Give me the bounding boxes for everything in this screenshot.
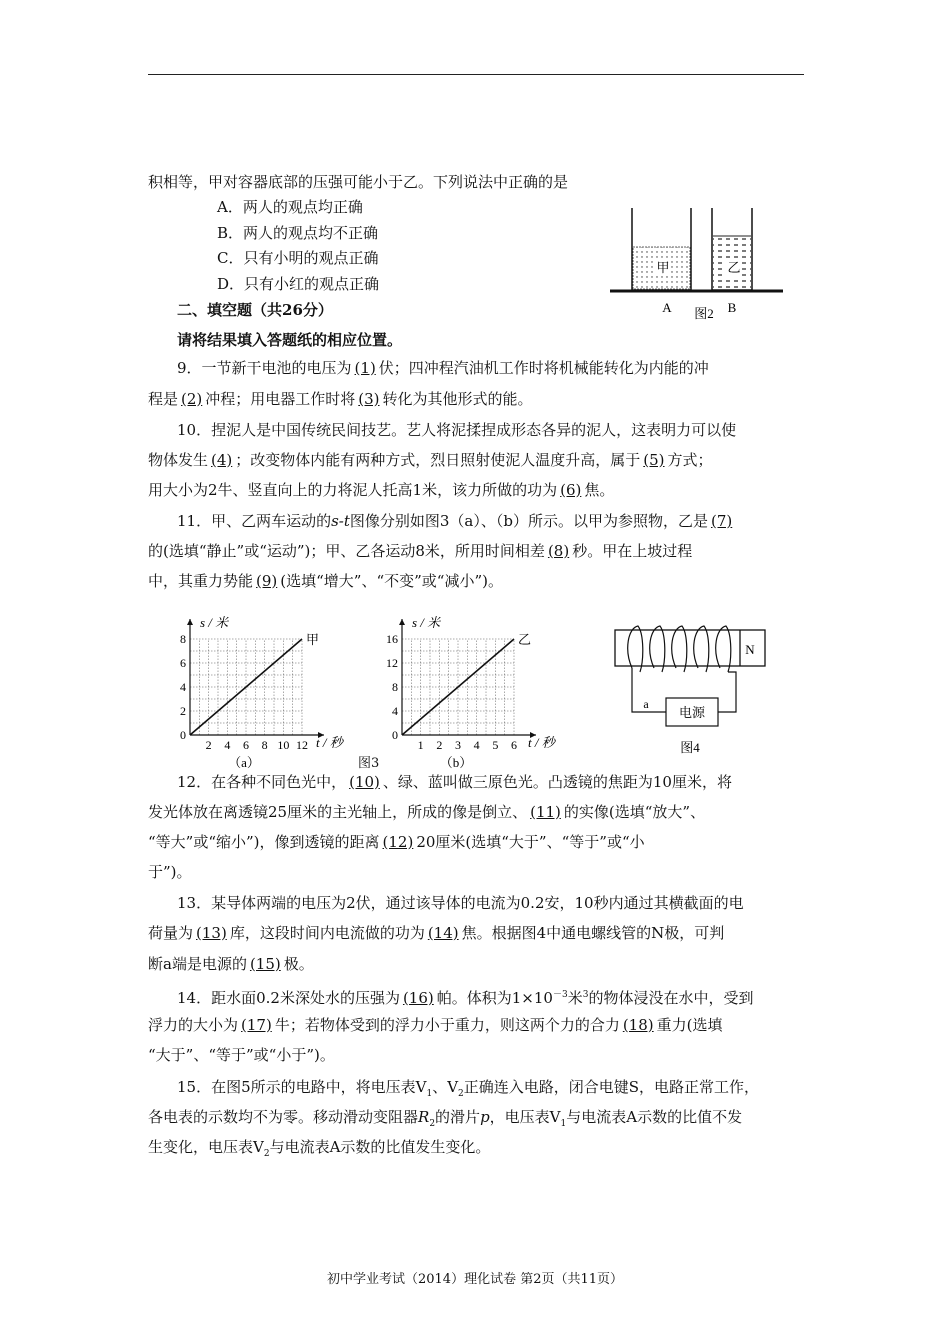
q8-option-d: D．只有小红的观点正确 <box>217 275 380 293</box>
chart-subtitle: （b） <box>439 755 473 770</box>
x-tick-label: 1 <box>417 738 424 752</box>
q14-line2: 浮力的大小为 (17) 牛；若物体受到的浮力小于重力，则这两个力的合力 (18) 重力(选填 <box>148 1016 723 1034</box>
blank-4: (4) <box>211 451 233 469</box>
series-label: 甲 <box>306 632 320 647</box>
blank-9: (9) <box>256 572 278 590</box>
q12-line1: 12．在各种不同色光中， (10) 、绿、蓝叫做三原色光。凸透镜的焦距为10厘米，将 <box>177 773 732 791</box>
q8-text: 积相等，甲对容器底部的压强可能小于乙。下列说法中正确的是 <box>148 173 569 191</box>
y-tick-label: 4 <box>180 680 186 694</box>
blank-10: (10) <box>349 773 380 791</box>
y-tick-label: 0 <box>392 728 398 742</box>
x-tick-label: 2 <box>436 738 443 752</box>
q11-line2: 的(选填“静止”或“运动”)；甲、乙各运动8米，所用时间相差 (8) 秒。甲在上坡过程 <box>148 542 693 560</box>
q12-line2: 发光体放在离透镜25厘米的主光轴上，所成的像是倒立、 (11) 的实像(选填“放大”、 <box>148 803 706 821</box>
x-tick-label: 4 <box>473 738 480 752</box>
y-tick-label: 12 <box>386 656 398 670</box>
blank-1: (1) <box>354 359 376 377</box>
q12-line4: 于”)。 <box>148 863 192 881</box>
q10-line3: 用大小为2牛、竖直向上的力将泥人托高1米，该力所做的功为 (6) 焦。 <box>148 481 615 499</box>
q13-line2: 荷量为 (13) 库，这段时间内电流做的功为 (14) 焦。根据图4中通电螺线管的N极，可判 <box>148 924 725 942</box>
y-axis-arrow <box>187 619 193 625</box>
blank-12: (12) <box>382 833 414 851</box>
fig3-caption: 图3 <box>358 756 380 771</box>
section-instruction: 请将结果填入答题纸的相应位置。 <box>177 331 403 349</box>
blank-5: (5) <box>643 451 665 469</box>
figure-3a <box>168 608 368 774</box>
wire-left <box>632 668 666 712</box>
q9-line2: 程是 (2) 冲程；用电器工作时将 (3) 转化为其他形式的能。 <box>148 390 533 408</box>
q15-line3: 生变化，电压表$V_2$与电流表A示数的比值发生变化。 <box>148 1138 491 1159</box>
wire-right <box>718 672 736 712</box>
blank-11: (11) <box>530 803 561 821</box>
y-axis-arrow <box>399 619 405 625</box>
fig4-caption: 图4 <box>680 740 700 755</box>
header-rule <box>148 74 804 75</box>
q8-option-a: A．两人的观点均正确 <box>217 198 363 216</box>
y-tick-label: 0 <box>180 728 186 742</box>
label-jia: 甲 <box>656 260 670 275</box>
section-title: 二、填空题（共26分） <box>177 301 333 319</box>
page-footer: 初中学业考试（2014）理化试卷 第2页（共11页） <box>326 1272 624 1287</box>
y-tick-label: 8 <box>392 680 398 694</box>
x-tick-label: 10 <box>277 738 290 752</box>
q10-line1: 10．捏泥人是中国传统民间技艺。艺人将泥揉捏成形态各异的泥人，这表明力可以使 <box>177 421 737 439</box>
y-tick-label: 16 <box>386 632 398 646</box>
y-tick-label: 4 <box>392 704 398 718</box>
blank-8: (8) <box>547 542 570 560</box>
power-source-label: 电源 <box>678 705 706 720</box>
q8-option-b: B．两人的观点均不正确 <box>217 224 379 242</box>
x-axis-label: t / 秒 <box>528 735 555 750</box>
blank-14: (14) <box>427 924 459 942</box>
x-tick-label: 8 <box>261 738 268 752</box>
q11-line1: 11．甲、乙两车运动的s-t图像分别如图3（a）、（b）所示。以甲为参照物，乙是 (7) <box>177 510 735 532</box>
blank-7: (7) <box>710 512 733 530</box>
q11-line3: 中，其重力势能 (9) (选填“增大”、“不变”或“减小”)。 <box>148 572 503 590</box>
figure-2 <box>605 200 795 334</box>
x-axis-label: t / 秒 <box>316 735 343 750</box>
x-tick-label: 6 <box>511 738 517 752</box>
q15-line2: 各电表的示数均不为零。移动滑动变阻器$R_2$的滑片p，电压表$V_1$与电流表A示数的比值不发 <box>148 1108 743 1129</box>
blank-3: (3) <box>358 390 380 408</box>
series-label: 乙 <box>518 632 532 647</box>
blank-2: (2) <box>181 390 203 408</box>
a-terminal-label: a <box>643 697 649 711</box>
coil-windings <box>628 626 731 672</box>
y-axis-label: s / 米 <box>412 615 441 630</box>
q12-line3: “等大”或“缩小”)，像到透镜的距离 (12) 20厘米(选填“大于”、“等于”或“小 <box>148 833 645 851</box>
q9-line1: 9．一节新干电池的电压为 (1) 伏；四冲程汽油机工作时将机械能转化为内能的冲 <box>177 359 709 377</box>
q13-line1: 13．某导体两端的电压为2伏，通过该导体的电流为0.2安，10秒内通过其横截面的电 <box>177 894 744 912</box>
label-yi: 乙 <box>727 260 741 275</box>
q10-line2: 物体发生 (4) ；改变物体内能有两种方式，烈日照射使泥人温度升高，属于 (5) 方式； <box>148 451 713 469</box>
figure-3b <box>380 608 580 774</box>
x-tick-label: 3 <box>455 738 461 752</box>
solenoid-core <box>615 630 765 666</box>
blank-16: (16) <box>402 989 434 1007</box>
x-tick-label: 5 <box>492 738 499 752</box>
q15-line1: 15．在图5所示的电路中，将电压表$V_1$、$V_2$正确连入电路，闭合电键S，电路正常工作， <box>177 1078 760 1099</box>
q8-option-c: C．只有小明的观点正确 <box>217 249 379 267</box>
label-a: A <box>662 300 672 315</box>
blank-15: (15) <box>249 955 281 973</box>
x-tick-label: 6 <box>243 738 249 752</box>
blank-17: (17) <box>241 1016 272 1034</box>
n-pole-label: N <box>745 642 755 657</box>
blank-18: (18) <box>622 1016 654 1034</box>
figure-4 <box>610 620 770 769</box>
y-tick-label: 2 <box>180 704 186 718</box>
blank-6: (6) <box>560 481 582 499</box>
y-tick-label: 8 <box>180 632 186 646</box>
x-tick-label: 4 <box>224 738 231 752</box>
chart-subtitle: （a） <box>228 755 260 770</box>
q13-line3: 断a端是电源的 (15) 极。 <box>148 955 314 973</box>
y-tick-label: 6 <box>180 656 186 670</box>
q14-line3: “大于”、“等于”或“小于”)。 <box>148 1046 335 1064</box>
blank-13: (13) <box>196 924 227 942</box>
q14-line1: 14．距水面0.2米深处水的压强为 (16) 帕。体积为$1\times 10^{-3}$米$^3$的物体浸没在水中，受到 <box>177 989 754 1007</box>
x-tick-label: 2 <box>205 738 212 752</box>
fig2-caption: 图2 <box>694 306 714 321</box>
label-b: B <box>727 300 737 315</box>
x-tick-label: 12 <box>296 738 308 752</box>
y-axis-label: s / 米 <box>200 615 229 630</box>
